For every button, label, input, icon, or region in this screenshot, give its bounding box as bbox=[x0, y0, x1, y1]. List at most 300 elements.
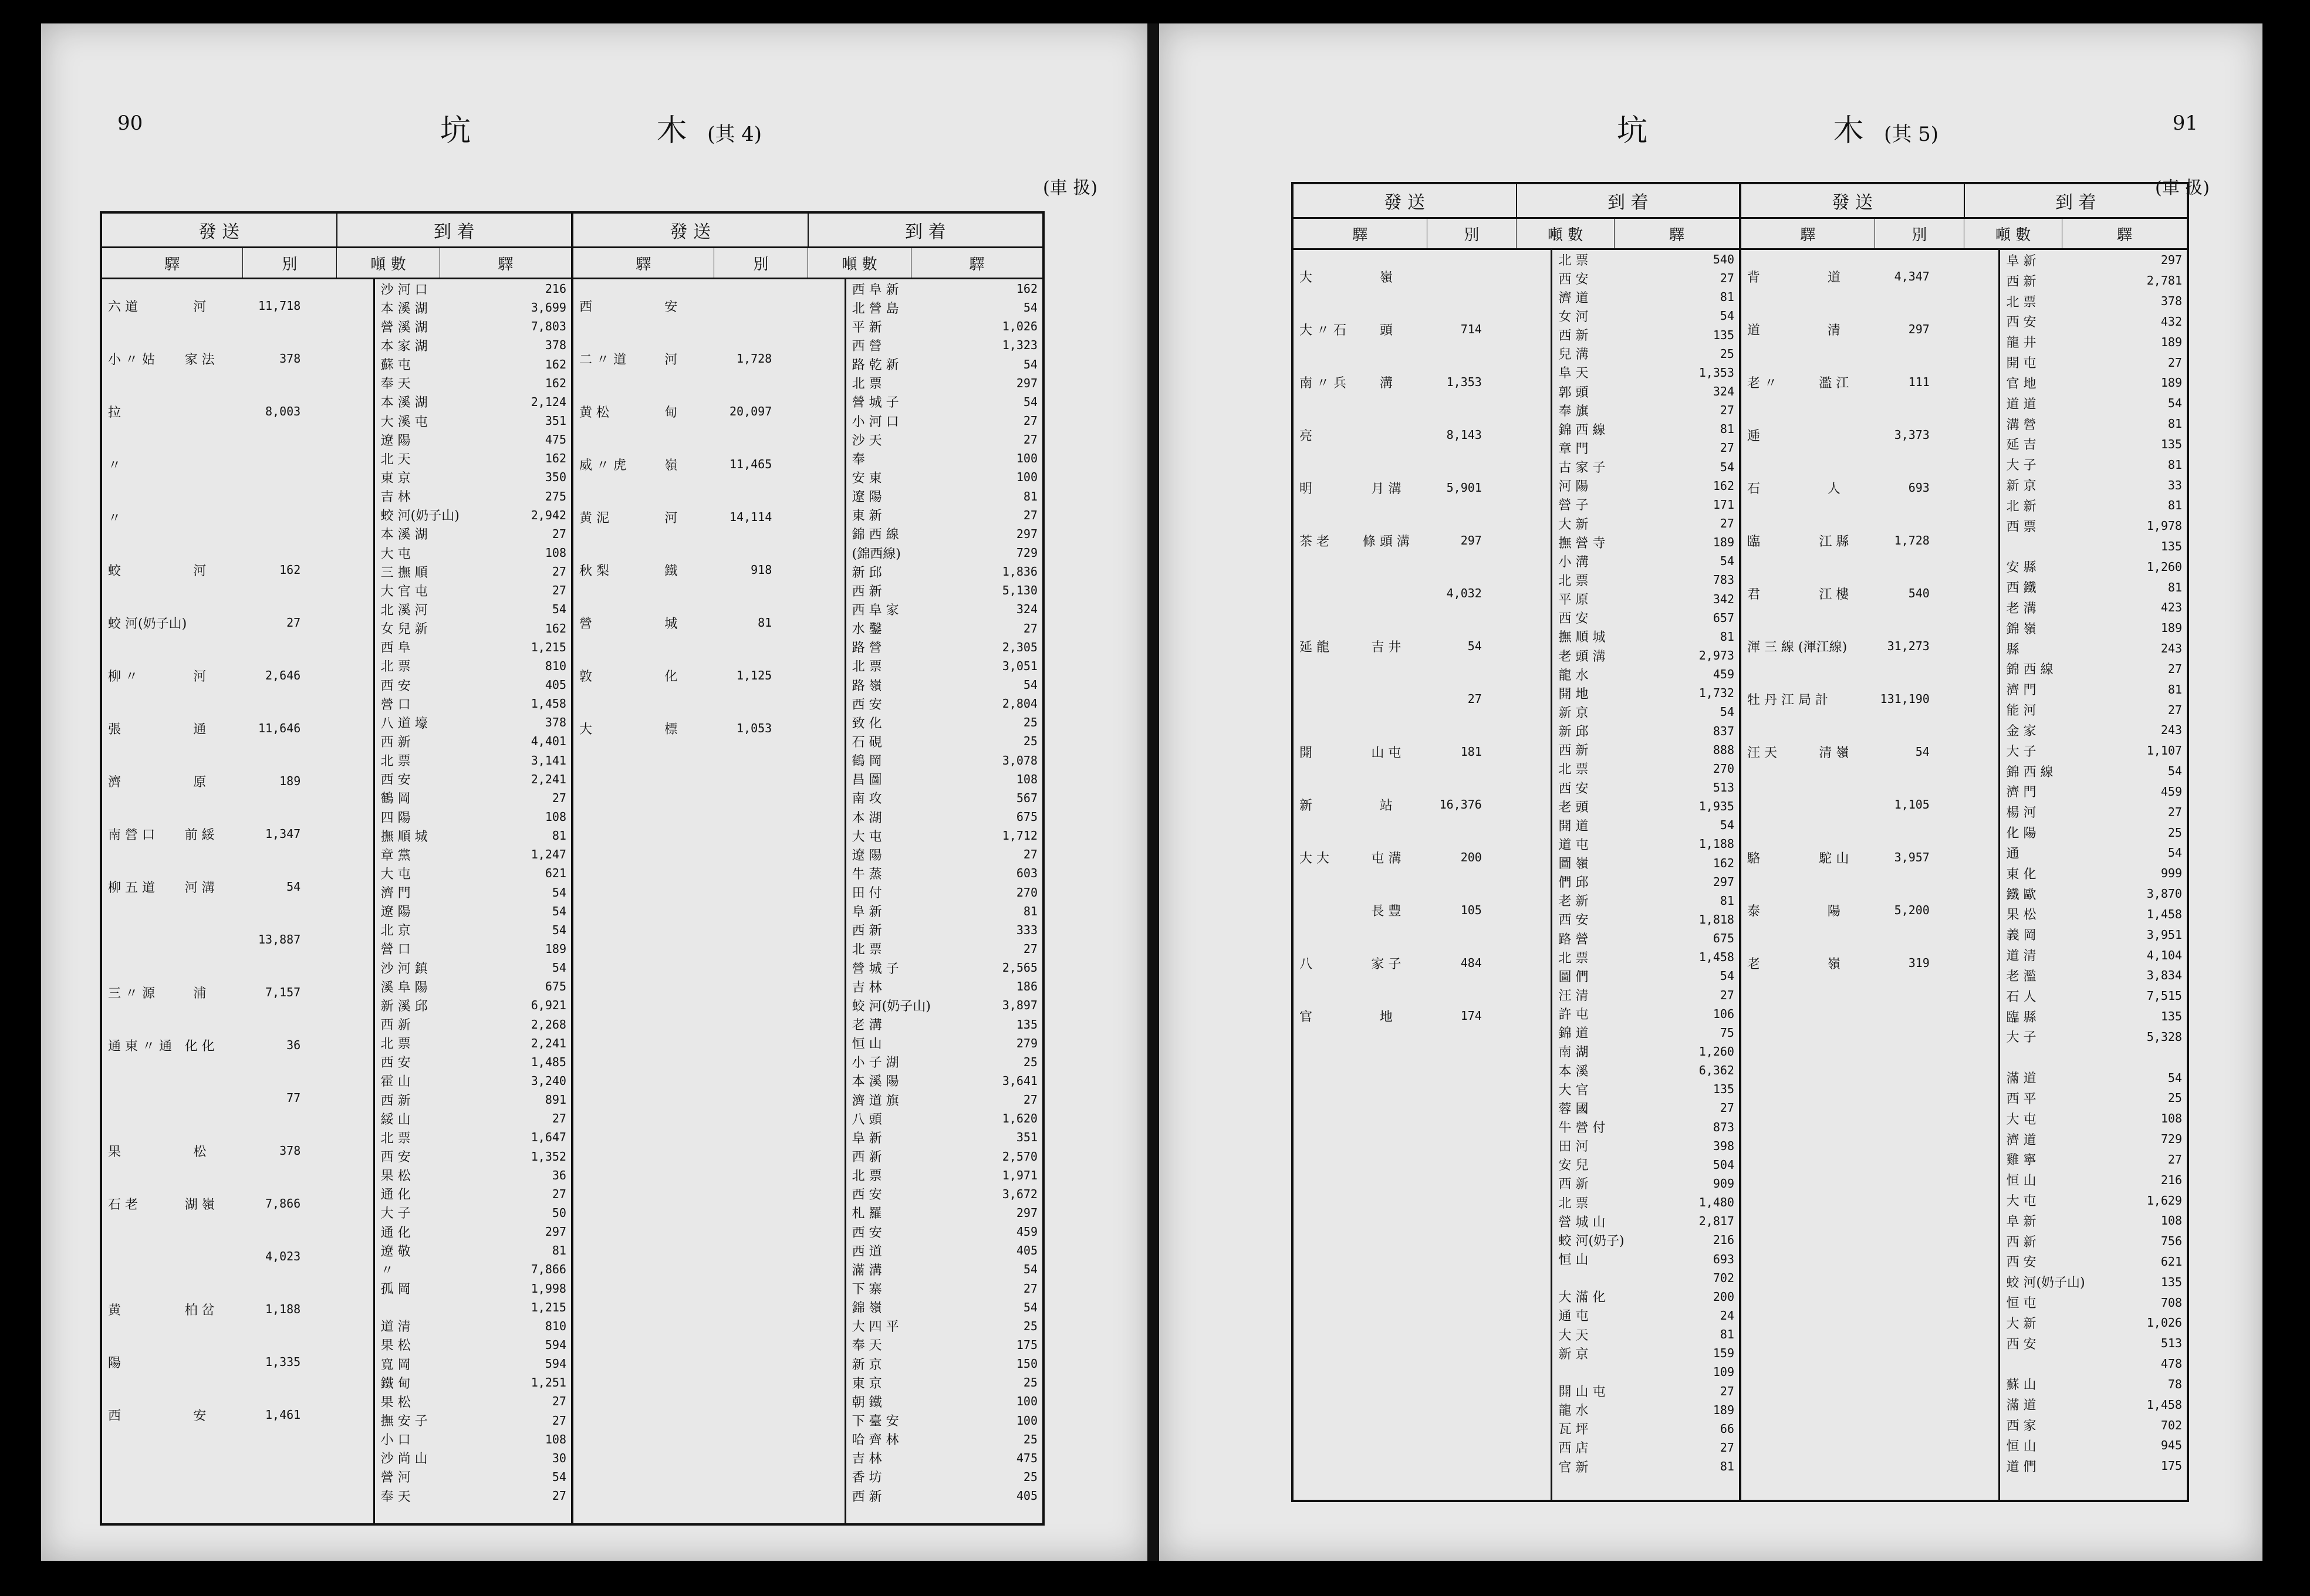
volume-cell: 1,188 bbox=[1698, 837, 1734, 851]
table-row bbox=[1552, 1419, 1739, 1438]
station-cell: 陽 bbox=[108, 1355, 121, 1371]
table-row bbox=[1552, 1212, 1739, 1230]
table-row bbox=[1552, 1401, 1739, 1419]
volume-cell: 189 bbox=[279, 774, 301, 788]
station-cell: 龍 水 bbox=[1558, 668, 1589, 683]
table-row bbox=[375, 317, 571, 336]
volume-cell: 810 bbox=[545, 1318, 566, 1333]
station-cell: 大 子 bbox=[380, 1206, 411, 1222]
station-cell: 吉 林 bbox=[852, 1452, 882, 1467]
station-cell: 蛟 河(奶子山) bbox=[2006, 1276, 2085, 1291]
volume-cell: 540 bbox=[1908, 586, 1930, 600]
station-cell: 縣 bbox=[2006, 642, 2019, 657]
station-cell: 西 安 bbox=[1558, 272, 1589, 287]
volume-cell: 27 bbox=[552, 1413, 566, 1428]
station-cell: 西 新 bbox=[1558, 329, 1589, 344]
station-cell: 本 溪 湖 bbox=[380, 301, 428, 316]
station-cell: 新 邱 bbox=[1558, 725, 1589, 740]
volume-cell: 50 bbox=[552, 1205, 566, 1220]
station-cell: 臨 bbox=[1747, 534, 1761, 549]
header-line: 別 bbox=[1427, 219, 1517, 248]
table-row bbox=[846, 770, 1042, 789]
station-cell: 營 城 子 bbox=[852, 961, 899, 976]
table-row bbox=[375, 1467, 571, 1486]
line-cell: 條 頭 溝 bbox=[1362, 534, 1410, 549]
volume-cell: 1,978 bbox=[2146, 519, 2182, 533]
volume-cell: 27 bbox=[552, 583, 566, 598]
volume-cell: 729 bbox=[2160, 1132, 2182, 1147]
station-cell: 遼 陽 bbox=[852, 490, 882, 505]
station-cell: 西 營 bbox=[852, 339, 882, 354]
station-cell: 西 安 bbox=[2006, 315, 2037, 330]
volume-cell: 100 bbox=[1016, 1394, 1038, 1409]
station-cell: 綏 山 bbox=[380, 1112, 411, 1127]
table-row bbox=[2000, 720, 2187, 740]
station-cell: 西 安 bbox=[380, 678, 411, 694]
table-row bbox=[102, 1283, 373, 1335]
table-row bbox=[1741, 831, 1998, 884]
volume-cell: 7,866 bbox=[265, 1196, 301, 1210]
line-cell: 化 bbox=[664, 669, 678, 684]
station-cell: 安 東 bbox=[852, 471, 882, 486]
station-cell: 濟 道 bbox=[2006, 1132, 2037, 1148]
volume-cell: 111 bbox=[1908, 375, 1930, 389]
section-header bbox=[102, 214, 571, 248]
line-cell: 家 法 bbox=[184, 352, 215, 367]
table-row bbox=[375, 1317, 571, 1335]
table-row bbox=[1294, 250, 1551, 303]
station-cell: 西 安 bbox=[380, 1150, 411, 1165]
table-row bbox=[102, 332, 373, 385]
volume-cell: 36 bbox=[286, 1038, 301, 1052]
volume-cell: 54 bbox=[1915, 745, 1930, 759]
station-cell: 君 bbox=[1747, 587, 1761, 602]
volume-cell: 243 bbox=[2160, 723, 2182, 738]
page-number: 90 bbox=[117, 111, 143, 135]
volume-cell: 1,323 bbox=[1002, 338, 1038, 353]
volume-cell: 27 bbox=[1023, 432, 1038, 447]
station-cell: 牛 營 付 bbox=[1558, 1121, 1606, 1136]
station-cell: 西 新 bbox=[2006, 1235, 2037, 1250]
table-row bbox=[1552, 1438, 1739, 1457]
volume-cell: 25 bbox=[1023, 1375, 1038, 1390]
station-cell: 西 安 bbox=[1558, 913, 1589, 928]
table-row bbox=[375, 1430, 571, 1449]
column-headers bbox=[1294, 219, 1739, 250]
station-cell: 石 人 bbox=[2006, 989, 2037, 1005]
station-cell: 鐵 歐 bbox=[2006, 887, 2037, 902]
table-row bbox=[375, 638, 571, 657]
table-row bbox=[846, 1279, 1042, 1297]
table-row bbox=[846, 751, 1042, 770]
volume-cell: 756 bbox=[2160, 1234, 2182, 1249]
line-cell: 吉 井 bbox=[1371, 640, 1401, 655]
station-cell: 北 票 bbox=[380, 754, 411, 769]
volume-cell: 108 bbox=[2160, 1213, 2182, 1228]
station-cell: 柳 五 道 bbox=[108, 880, 155, 895]
volume-cell: 297 bbox=[1460, 533, 1482, 547]
line-cell: 河 bbox=[193, 563, 207, 579]
station-cell: 敦 bbox=[579, 669, 593, 684]
table-row bbox=[846, 958, 1042, 977]
volume-cell: 54 bbox=[1720, 309, 1734, 323]
table-row bbox=[1294, 936, 1551, 989]
station-cell: 路 營 bbox=[852, 641, 882, 656]
station-cell: 西 安 bbox=[852, 1225, 882, 1240]
table-row bbox=[573, 279, 845, 332]
volume-cell: 1,251 bbox=[531, 1375, 566, 1390]
page-title bbox=[1617, 106, 1938, 150]
volume-cell: 135 bbox=[2160, 539, 2182, 553]
station-cell: 下 臺 安 bbox=[852, 1414, 899, 1429]
table-row bbox=[2000, 618, 2187, 638]
line-cell: 頭 bbox=[1379, 323, 1393, 338]
table-row bbox=[2000, 1169, 2187, 1190]
volume-cell: 504 bbox=[1713, 1157, 1734, 1172]
station-cell: 老 bbox=[1747, 956, 1761, 972]
table-row bbox=[2000, 1313, 2187, 1333]
station-cell: 女 兒 新 bbox=[380, 622, 428, 637]
to-column bbox=[1552, 250, 1739, 1500]
volume-cell: 27 bbox=[2167, 1152, 2182, 1166]
volume-cell: 1,260 bbox=[1698, 1044, 1734, 1059]
station-cell: 西 安 bbox=[380, 773, 411, 788]
station-cell: 南 〃 兵 bbox=[1299, 376, 1346, 391]
table-row bbox=[1741, 461, 1998, 514]
volume-cell: 81 bbox=[552, 1243, 566, 1258]
volume-cell: 54 bbox=[1023, 357, 1038, 371]
volume-cell: 189 bbox=[1713, 535, 1734, 550]
station-cell: 營 河 bbox=[380, 1470, 411, 1486]
station-cell: 西 新 bbox=[852, 1150, 882, 1165]
station-cell: 大 屯 bbox=[380, 546, 411, 562]
volume-cell: 297 bbox=[1016, 376, 1038, 390]
volume-cell: 27 bbox=[2167, 804, 2182, 819]
station-cell: 本 家 湖 bbox=[380, 339, 428, 354]
station-cell: 西 安 bbox=[852, 1188, 882, 1203]
station-cell: 北 票 bbox=[1558, 253, 1589, 268]
volume-cell: 1,728 bbox=[737, 351, 772, 366]
volume-cell: 14,114 bbox=[729, 510, 772, 524]
volume-cell: 1,105 bbox=[1894, 797, 1930, 811]
table-row bbox=[1552, 250, 1739, 269]
table-row bbox=[375, 694, 571, 713]
table-row bbox=[2000, 556, 2187, 577]
table-row bbox=[573, 332, 845, 385]
volume-cell: 2,268 bbox=[531, 1017, 566, 1032]
volume-cell: 81 bbox=[2167, 682, 2182, 696]
table-row bbox=[375, 525, 571, 543]
volume-cell: 27 bbox=[1720, 988, 1734, 1002]
station-cell: 路 嶺 bbox=[852, 678, 882, 694]
station-cell: 撫 順 城 bbox=[380, 829, 428, 844]
table-row bbox=[1552, 552, 1739, 570]
table-row bbox=[2000, 986, 2187, 1006]
volume-cell: 6,362 bbox=[1698, 1063, 1734, 1078]
line-cell: 江 縣 bbox=[1819, 534, 1849, 549]
volume-cell: 216 bbox=[545, 282, 566, 296]
volume-cell: 2,565 bbox=[1002, 961, 1038, 975]
table-row bbox=[573, 438, 845, 491]
volume-cell: 5,328 bbox=[2146, 1029, 2182, 1044]
volume-cell: 378 bbox=[2160, 294, 2182, 309]
volume-cell: 81 bbox=[1720, 1327, 1734, 1342]
line-cell: 化 化 bbox=[184, 1039, 215, 1054]
table-row bbox=[2000, 270, 2187, 291]
station-cell: 果 bbox=[108, 1144, 121, 1159]
volume-cell: 11,646 bbox=[258, 721, 301, 735]
volume-cell: 81 bbox=[1720, 629, 1734, 644]
table-row bbox=[102, 913, 373, 966]
station-cell: 本 溪 bbox=[1558, 1064, 1589, 1079]
volume-cell: 171 bbox=[1713, 497, 1734, 512]
station-cell: 撫 順 城 bbox=[1558, 630, 1606, 645]
volume-cell: 105 bbox=[1460, 903, 1482, 917]
table-row bbox=[102, 755, 373, 807]
table-row bbox=[846, 543, 1042, 562]
table-row bbox=[846, 1015, 1042, 1033]
volume-cell: 27 bbox=[552, 1111, 566, 1126]
station-cell: 古 家 子 bbox=[1558, 461, 1606, 476]
line-cell: 河 溝 bbox=[184, 880, 215, 895]
station-cell: 西 安 bbox=[852, 697, 882, 712]
volume-cell: 475 bbox=[1016, 1450, 1038, 1465]
station-cell: 西 新 bbox=[380, 1093, 411, 1108]
station-cell: 北 票 bbox=[380, 1131, 411, 1146]
table-row bbox=[375, 1128, 571, 1147]
table-row bbox=[375, 807, 571, 826]
volume-cell: 7,866 bbox=[531, 1262, 566, 1277]
header-volume: 噸 數 bbox=[1964, 219, 2062, 248]
table-row bbox=[1552, 476, 1739, 495]
volume-cell: 1,215 bbox=[531, 1300, 566, 1314]
table-row bbox=[1552, 1137, 1739, 1155]
volume-cell: 54 bbox=[1720, 969, 1734, 983]
station-cell: 錦 西 線 bbox=[2006, 662, 2054, 678]
table-row bbox=[846, 807, 1042, 826]
volume-cell: 1,971 bbox=[1002, 1168, 1038, 1182]
station-cell: 官 bbox=[1299, 1009, 1313, 1024]
table-row bbox=[1552, 514, 1739, 533]
volume-cell: 108 bbox=[545, 546, 566, 560]
table-row bbox=[375, 468, 571, 486]
volume-cell: 189 bbox=[2160, 376, 2182, 390]
volume-cell: 1,347 bbox=[265, 827, 301, 841]
table-row bbox=[375, 845, 571, 864]
table-row bbox=[2000, 638, 2187, 659]
line-cell: 河 bbox=[193, 669, 207, 684]
table-section-1 bbox=[102, 214, 573, 1523]
station-cell: 茶 老 bbox=[1299, 534, 1329, 549]
table-row bbox=[375, 675, 571, 694]
table-row bbox=[375, 581, 571, 600]
table-row bbox=[1552, 326, 1739, 344]
line-cell: 清 嶺 bbox=[1819, 745, 1849, 760]
volume-cell: 54 bbox=[552, 602, 566, 617]
station-cell: 西 bbox=[579, 299, 593, 315]
volume-cell: 174 bbox=[1460, 1009, 1482, 1023]
table-row bbox=[846, 826, 1042, 845]
table-row bbox=[1552, 1193, 1739, 1212]
line-cell: 嶺 bbox=[1827, 956, 1840, 972]
table-row bbox=[1552, 1306, 1739, 1325]
volume-cell: 4,023 bbox=[265, 1249, 301, 1263]
station-cell: 北 溪 河 bbox=[380, 603, 428, 618]
volume-cell: 109 bbox=[1713, 1365, 1734, 1379]
station-cell: 牛 蒸 bbox=[852, 867, 882, 882]
table-row bbox=[846, 279, 1042, 298]
station-cell: 開 道 bbox=[1558, 819, 1589, 834]
line-cell: 駝 山 bbox=[1819, 851, 1849, 866]
volume-cell: 243 bbox=[2160, 641, 2182, 656]
station-cell: 章 門 bbox=[1558, 441, 1589, 457]
volume-cell: 621 bbox=[545, 866, 566, 881]
volume-cell: 135 bbox=[2160, 437, 2182, 451]
station-cell: 通 化 bbox=[380, 1225, 411, 1240]
table-row bbox=[846, 1373, 1042, 1392]
volume-cell: 162 bbox=[1016, 282, 1038, 296]
volume-cell: 2,646 bbox=[265, 668, 301, 682]
table-row bbox=[846, 1166, 1042, 1185]
volume-cell: 279 bbox=[1016, 1036, 1038, 1050]
station-cell: 張 bbox=[108, 722, 121, 737]
volume-cell: 945 bbox=[2160, 1438, 2182, 1453]
station-cell: 錦 嶺 bbox=[852, 1301, 882, 1316]
volume-cell: 378 bbox=[279, 351, 301, 366]
volume-cell: 81 bbox=[1720, 290, 1734, 305]
station-cell: 大 bbox=[579, 722, 593, 737]
table-row bbox=[1552, 759, 1739, 778]
station-cell: 小 口 bbox=[380, 1433, 411, 1448]
table-row bbox=[102, 543, 373, 596]
column-headers bbox=[573, 248, 1042, 279]
table-row bbox=[1552, 873, 1739, 891]
table-row bbox=[1294, 989, 1551, 1042]
table-row bbox=[2000, 1149, 2187, 1169]
volume-cell: 378 bbox=[545, 715, 566, 730]
from-header: 發 送 bbox=[1294, 184, 1517, 217]
station-cell: 恒 山 bbox=[2006, 1439, 2037, 1454]
volume-cell: 150 bbox=[1016, 1357, 1038, 1371]
table-row bbox=[846, 1467, 1042, 1486]
from-column bbox=[1294, 250, 1552, 1500]
volume-cell: 54 bbox=[1720, 705, 1734, 719]
table-row bbox=[1552, 1061, 1739, 1080]
volume-cell: 108 bbox=[1016, 772, 1038, 786]
volume-cell: 81 bbox=[1720, 893, 1734, 908]
station-cell: 北 票 bbox=[852, 377, 882, 392]
station-cell: 新 京 bbox=[852, 1357, 882, 1372]
table-row bbox=[2000, 1108, 2187, 1129]
freight-table bbox=[100, 211, 1045, 1526]
station-cell: 雞 寧 bbox=[2006, 1153, 2037, 1168]
to-header: 到 着 bbox=[2055, 192, 2096, 213]
table-row bbox=[102, 966, 373, 1019]
volume-cell: 270 bbox=[1016, 885, 1038, 900]
table-row bbox=[2000, 1394, 2187, 1415]
volume-cell: 5,130 bbox=[1002, 583, 1038, 598]
table-row bbox=[846, 1298, 1042, 1317]
line-cell: 河 bbox=[193, 299, 207, 315]
section-header bbox=[1294, 184, 1739, 219]
station-cell: 威 〃 虎 bbox=[579, 458, 626, 473]
volume-cell: 77 bbox=[286, 1091, 301, 1105]
volume-cell: 106 bbox=[1713, 1006, 1734, 1021]
station-cell: 〃 bbox=[380, 1263, 394, 1278]
table-row bbox=[1552, 722, 1739, 740]
volume-cell: 54 bbox=[286, 880, 301, 894]
volume-cell: 54 bbox=[2167, 846, 2182, 860]
volume-cell: 3,641 bbox=[1002, 1073, 1038, 1088]
station-cell: 老 溝 bbox=[2006, 601, 2037, 616]
table-row bbox=[1294, 303, 1551, 356]
station-cell: 新 邱 bbox=[852, 565, 882, 580]
table-row bbox=[1552, 1230, 1739, 1249]
table-row bbox=[1741, 620, 1998, 672]
station-cell: 濟 門 bbox=[2006, 785, 2037, 800]
line-cell: 站 bbox=[1379, 798, 1393, 813]
volume-cell: 81 bbox=[2167, 457, 2182, 472]
title-char-1: 坑 bbox=[1617, 113, 1648, 148]
volume-cell: 3,834 bbox=[2146, 968, 2182, 983]
volume-cell: 20,097 bbox=[729, 404, 772, 418]
volume-cell: 2,804 bbox=[1002, 696, 1038, 711]
volume-cell: 78 bbox=[2167, 1377, 2182, 1391]
station-cell: 北 票 bbox=[380, 660, 411, 675]
station-cell: 安 兒 bbox=[1558, 1158, 1589, 1174]
station-cell: 開 屯 bbox=[2006, 356, 2037, 371]
table-row bbox=[846, 525, 1042, 543]
table-row bbox=[2000, 332, 2187, 352]
from-column bbox=[573, 279, 846, 1523]
station-cell: 八 頭 bbox=[852, 1112, 882, 1127]
table-row bbox=[846, 336, 1042, 354]
table-row bbox=[375, 336, 571, 354]
table-row bbox=[2000, 699, 2187, 720]
volume-cell: 81 bbox=[2167, 417, 2182, 431]
header-station: 驛 bbox=[573, 248, 714, 278]
table-row bbox=[1552, 910, 1739, 929]
volume-cell: 675 bbox=[545, 979, 566, 994]
table-row bbox=[2000, 414, 2187, 434]
station-cell: 大 屯 bbox=[852, 829, 882, 844]
section-header bbox=[1741, 184, 2187, 219]
station-cell: 北 天 bbox=[380, 452, 411, 467]
line-cell: 家 子 bbox=[1371, 956, 1401, 972]
volume-cell: 918 bbox=[751, 563, 772, 577]
station-cell: 道 清 bbox=[380, 1320, 411, 1335]
station-cell: 秋 梨 bbox=[579, 563, 609, 579]
volume-cell: 1,335 bbox=[265, 1355, 301, 1369]
volume-cell: 1,458 bbox=[531, 696, 566, 711]
page-title bbox=[440, 106, 762, 150]
table-row bbox=[2000, 843, 2187, 863]
table-row bbox=[2000, 577, 2187, 597]
table-row bbox=[2000, 352, 2187, 373]
line-cell: 柏 岔 bbox=[184, 1303, 215, 1318]
table-row bbox=[375, 902, 571, 921]
table-row bbox=[846, 977, 1042, 996]
station-cell: 背 bbox=[1747, 270, 1761, 285]
table-row bbox=[102, 1388, 373, 1441]
table-row bbox=[846, 1034, 1042, 1053]
to-header: 到 着 bbox=[1607, 192, 1649, 213]
table-row bbox=[1552, 382, 1739, 401]
station-cell: 大 新 bbox=[2006, 1316, 2037, 1331]
table-row bbox=[375, 1166, 571, 1185]
volume-cell: 1,458 bbox=[2146, 1397, 2182, 1412]
station-cell: 道 道 bbox=[2006, 397, 2037, 412]
